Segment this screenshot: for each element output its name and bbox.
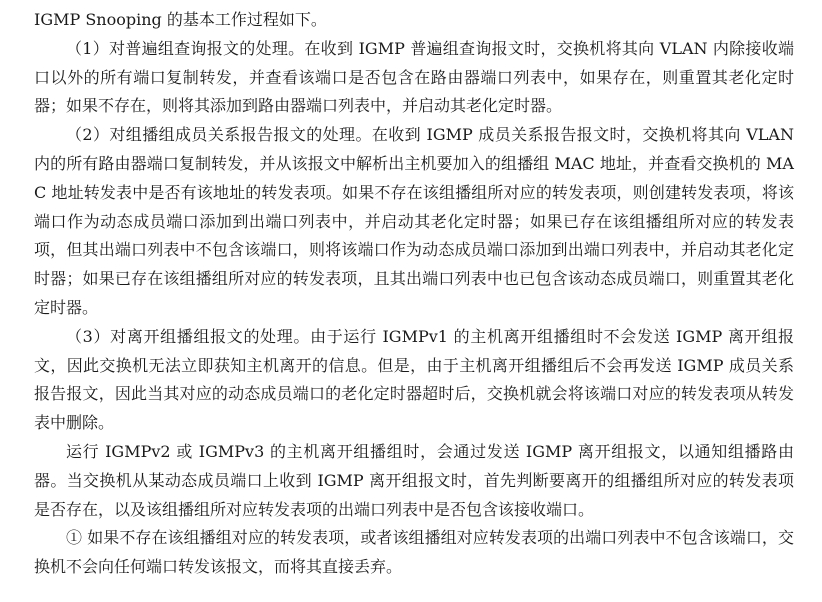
intro-paragraph: IGMP Snooping 的基本工作过程如下。 <box>34 10 327 29</box>
igmpv2-v3-leave-paragraph: 运行 IGMPv2 或 IGMPv3 的主机离开组播组时，会通过发送 IGMP 离开组报文，以通知组播路由器。当交换机从某动态成员端口上收到 IGMP 离开组报文时，首先判断要离开的组播组所对应的转发表项是否存在，以及该组播组所对应转发表项的出端口列表中是否包含该接收端口。 <box>34 441 794 519</box>
membership-report-paragraph: （2）对组播组成员关系报告报文的处理。在收到 IGMP 成员关系报告报文时，交换机将其向 VLAN 内的所有路由器端口复制转发，并从该报文中解析出主机要加入的组播组 MAC 地址，并查看交换机的 MAC 地址转发表中是否有该地址的转发表项。如果不存在该组播组所对应的转发表项，则创建转发表项，将该端口作为动态成员端口添加到出端口列表中，并启动其老化定时器；如果已存在该组播组所对应的转发表项，但其出端口列表中不包含该端口，则将该端口作为动态成员端口添加到出端口列表中，并启动其老化定时器；如果已存在该组播组所对应的转发表项，且其出端口列表中也已包含该动态成员端口，则重置其老化定时器。 <box>34 125 794 317</box>
case-one-paragraph: ① 如果不存在该组播组对应的转发表项，或者该组播组对应转发表项的出端口列表中不包含该端口，交换机不会向任何端口转发该报文，而将其直接丢弃。 <box>34 528 794 577</box>
leave-group-paragraph: （3）对离开组播组报文的处理。由于运行 IGMPv1 的主机离开组播组时不会发送 IGMP 离开组报文，因此交换机无法立即获知主机离开的信息。但是，由于主机离开组播组后不会再发送 IGMP 成员关系报告报文，因此当其对应的动态成员端口的老化定时器超时后，交换机就会将该端口对应的转发表项从转发表中删除。 <box>34 326 794 433</box>
general-query-paragraph: （1）对普遍组查询报文的处理。在收到 IGMP 普遍组查询报文时，交换机将其向 VLAN 内除接收端口以外的所有端口复制转发，并查看该端口是否包含在路由器端口列表中，如果存在，则重置其老化定时器；如果不存在，则将其添加到路由器端口列表中，并启动其老化定时器。 <box>34 38 794 116</box>
